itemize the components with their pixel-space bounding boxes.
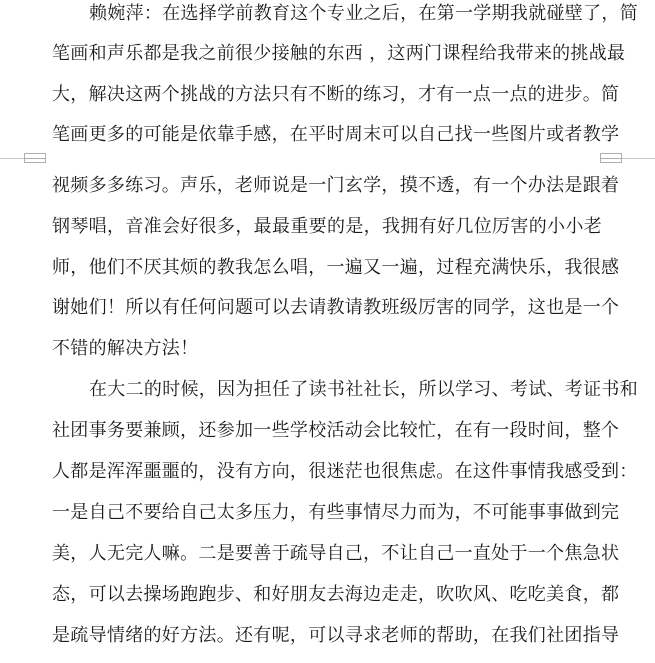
page-corner-mark-left bbox=[24, 153, 46, 163]
text-line[interactable]: 笔画和声乐都是我之前很少接触的东西 ，这两门课程给我带来的挑战最 bbox=[52, 43, 626, 64]
text-line[interactable]: 人都是浑浑噩噩的，没有方向，很迷茫也很焦虑。在这件事情我感受到： bbox=[52, 461, 638, 482]
text-line[interactable]: 在大二的时候，因为担任了读书社社长，所以学习、考试、考证书和 bbox=[89, 379, 638, 400]
text-line[interactable]: 视频多多练习。声乐，老师说是一门玄学，摸不透，有一个办法是跟着 bbox=[52, 175, 620, 196]
text-line[interactable]: 赖婉萍：在选择学前教育这个专业之后，在第一学期我就碰壁了，简 bbox=[89, 3, 638, 24]
text-line[interactable]: 大，解决这两个挑战的方法只有不断的练习，才有一点一点的进步。简 bbox=[52, 84, 620, 105]
text-line[interactable]: 社团事务要兼顾，还参加一些学校活动会比较忙，在有一段时间，整个 bbox=[52, 420, 620, 441]
text-line[interactable]: 谢她们！所以有任何问题可以去请教请教班级厉害的同学，这也是一个 bbox=[52, 297, 620, 318]
text-line[interactable]: 一是自己不要给自己太多压力，有些事情尽力而为，不可能事事做到完 bbox=[52, 502, 620, 523]
page-corner-mark-right bbox=[600, 153, 622, 163]
text-line[interactable]: 师，他们不厌其烦的教我怎么唱，一遍又一遍，过程充满快乐，我很感 bbox=[52, 257, 620, 278]
text-line[interactable]: 态，可以去操场跑跑步、和好朋友去海边走走，吹吹风、吃吃美食，都 bbox=[52, 584, 620, 605]
text-line[interactable]: 美，人无完人嘛。二是要善于疏导自己，不让自己一直处于一个焦急状 bbox=[52, 543, 620, 564]
text-line[interactable]: 不错的解决方法！ bbox=[52, 338, 199, 359]
text-line[interactable]: 是疏导情绪的好方法。还有呢，可以寻求老师的帮助，在我们社团指导 bbox=[52, 625, 620, 646]
text-line[interactable]: 笔画更多的可能是依靠手感，在平时周末可以自己找一些图片或者教学 bbox=[52, 124, 620, 145]
text-line[interactable]: 钢琴唱，音准会好很多，最最重要的是，我拥有好几位厉害的小小老 bbox=[52, 216, 602, 237]
